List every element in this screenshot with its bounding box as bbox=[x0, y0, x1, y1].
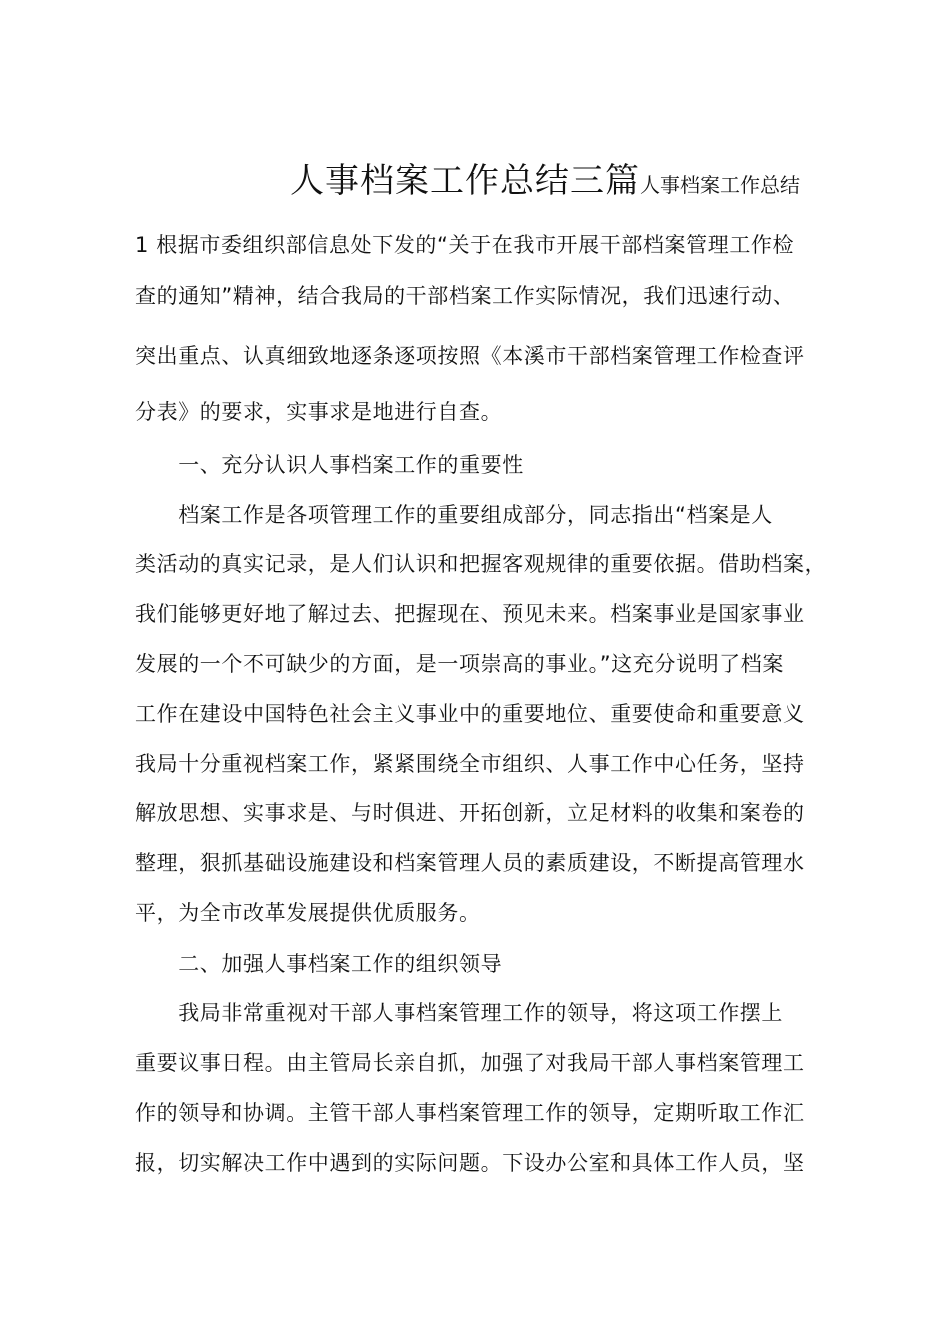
document-title bbox=[290, 158, 930, 210]
body-line: 作的领导和协调。主管干部人事档案管理工作的领导，定期听取工作汇 bbox=[135, 1101, 805, 1125]
body-line: 重要议事日程。由主管局长亲自抓，加强了对我局干部人事档案管理工 bbox=[135, 1051, 805, 1075]
body-line: 1 根据市委组织部信息处下发的“关于在我市开展干部档案管理工作检 bbox=[135, 233, 795, 257]
section-heading: 二、加强人事档案工作的组织领导 bbox=[135, 952, 503, 976]
body-line: 报，切实解决工作中遇到的实际问题。下设办公室和具体工作人员，坚 bbox=[135, 1151, 805, 1175]
body-line: 工作在建设中国特色社会主义事业中的重要地位、重要使命和重要意义 bbox=[135, 702, 805, 726]
body-line: 查的通知”精神，结合我局的干部档案工作实际情况，我们迅速行动、 bbox=[135, 284, 795, 308]
body-line: 整理，狠抓基础设施建设和档案管理人员的素质建设，不断提高管理水 bbox=[135, 851, 805, 875]
body-line: 我们能够更好地了解过去、把握现在、预见未来。档案事业是国家事业 bbox=[135, 602, 805, 626]
body-line: 突出重点、认真细致地逐条逐项按照《本溪市干部档案管理工作检查评 bbox=[135, 344, 805, 368]
body-line: 类活动的真实记录，是人们认识和把握客观规律的重要依据。借助档案， bbox=[135, 552, 827, 576]
body-line: 分表》的要求，实事求是地进行自查。 bbox=[135, 400, 503, 424]
body-line: 档案工作是各项管理工作的重要组成部分，同志指出“档案是人 bbox=[135, 503, 773, 527]
title-main: 人事档案工作总结三篇 bbox=[290, 161, 640, 201]
body-line: 我局非常重视对干部人事档案管理工作的领导，将这项工作摆上 bbox=[135, 1001, 783, 1025]
body-line: 解放思想、实事求是、与时俱进、开拓创新，立足材料的收集和案卷的 bbox=[135, 801, 805, 825]
section-heading: 一、充分认识人事档案工作的重要性 bbox=[135, 453, 524, 477]
body-line: 发展的一个不可缺少的方面，是一项崇高的事业。”这充分说明了档案 bbox=[135, 652, 784, 676]
title-sub: 人事档案工作总结 bbox=[640, 173, 800, 197]
body-line: 我局十分重视档案工作，紧紧围绕全市组织、人事工作中心任务，坚持 bbox=[135, 752, 805, 776]
body-line: 平，为全市改革发展提供优质服务。 bbox=[135, 901, 481, 925]
